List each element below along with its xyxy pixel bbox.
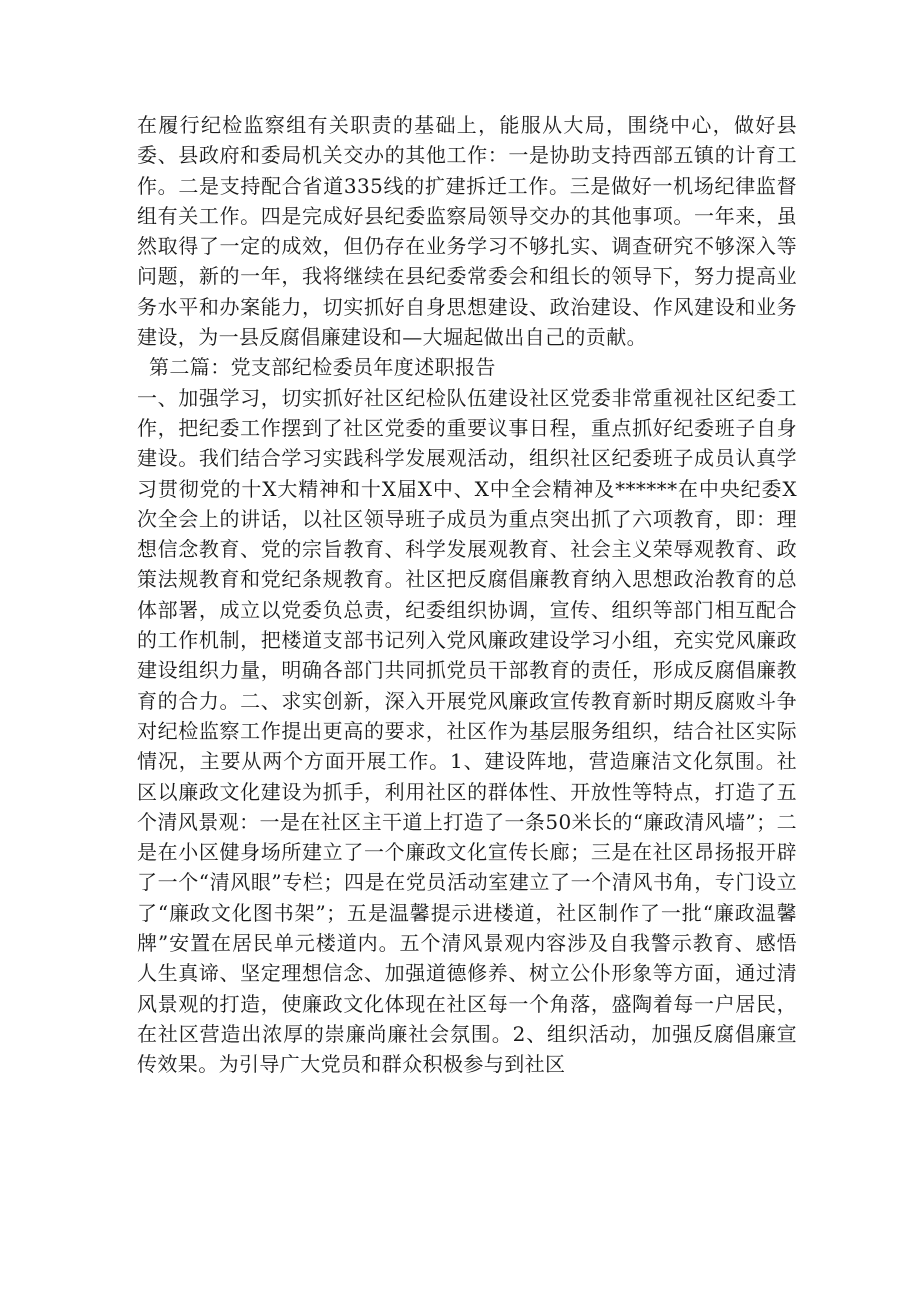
- section-heading: 第二篇：党支部纪检委员年度述职报告: [149, 355, 496, 380]
- document-body: [137, 110, 797, 1080]
- paragraph-2: 一、加强学习，切实抓好社区纪检队伍建设社区党委非常重视社区纪委工作，把纪委工作摆到了社区党委的重要议事日程，重点抓好纪委班子自身建设。我们结合学习实践科学发展观活动，组织社区纪委班子成员认真学习贯彻党的十X大精神和十X届X中、X中全会精神及******在中央纪委X次全会上的讲话，以社区领导班子成员为重点突出抓了六项教育，即：理想信念教育、党的宗旨教育、科学发展观教育、社会主义荣辱观教育、政策法规教育和党纪条规教育。社区把反腐倡廉教育纳入思想政治教育的总体部署，成立以党委负总责，纪委组织协调，宣传、组织等部门相互配合的工作机制，把楼道支部书记列入党风廉政建设学习小组，充实党风廉政建设组织力量，明确各部门共同抓党员干部教育的责任，形成反腐倡廉教育的合力。二、求实创新，深入开展党风廉政宣传教育新时期反腐败斗争对纪检监察工作提出更高的要求，社区作为基层服务组织，结合社区实际情况，主要从两个方面开展工作。1、建设阵地，营造廉洁文化氛围。社区以廉政文化建设为抓手，利用社区的群体性、开放性等特点，打造了五个清风景观：一是在社区主干道上打造了一条50米长的“廉政清风墙”；二是在小区健身场所建立了一个廉政文化宣传长廊；三是在社区昂扬报开辟了一个“清风眼”专栏；四是在党员活动室建立了一个清风书角，专门设立了“廉政文化图书架”；五是温馨提示进楼道，社区制作了一批“廉政温馨牌”安置在居民单元楼道内。五个清风景观内容涉及自我警示教育、感悟人生真谛、坚定理想信念、加强道德修养、树立公仆形象等方面，通过清风景观的打造，使廉政文化体现在社区每一个角落，盛陶着每一户居民，在社区营造出浓厚的崇廉尚廉社会氛围。2、组织活动，加强反腐倡廉宣传效果。为引导广大党员和群众积极参与到社区: [137, 385, 797, 1077]
- paragraph-1: 在履行纪检监察组有关职责的基础上，能服从大局，围绕中心，做好县委、县政府和委局机关交办的其他工作：一是协助支持西部五镇的计育工作。二是支持配合省道335线的扩建拆迁工作。三是做好一机场纪律监督组有关工作。四是完成好县纪委监察局领导交办的其他事项。一年来，虽然取得了一定的成效，但仍存在业务学习不够扎实、调查研究不够深入等问题，新的一年，我将继续在县纪委常委会和组长的领导下，努力提高业务水平和办案能力，切实抓好自身思想建设、政治建设、作风建设和业务建设，为一县反腐倡廉建设和—大堀起做出自己的贡献。: [137, 113, 797, 350]
